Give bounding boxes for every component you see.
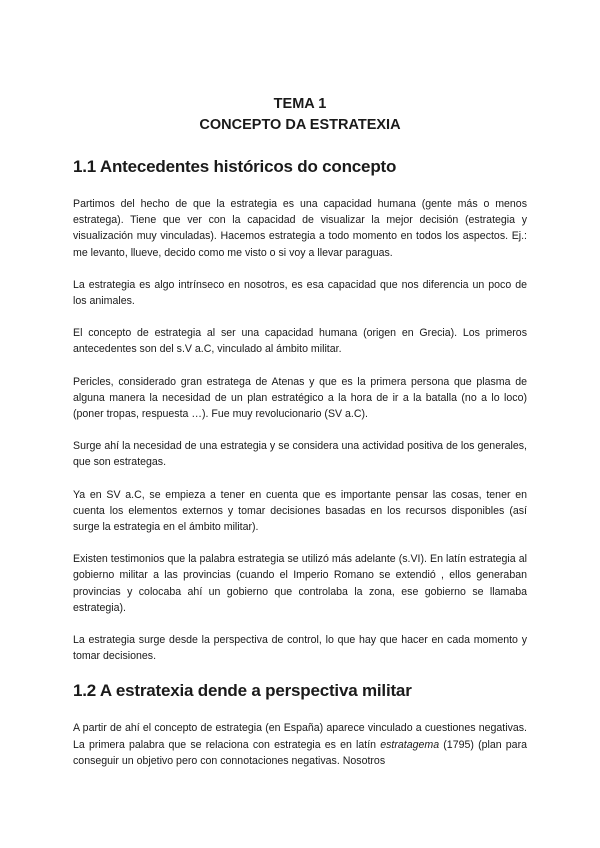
paragraph-7: Existen testimonios que la palabra estrategia se utilizó más adelante (s.VI). En latín estrategia al gobierno militar a las provincias (cuando el Imperio Romano se extendió , ellos generaban provincias y colocaba ahí un gobierno que controlaba la zona, ese gobierno se llamaba estrategia). (73, 553, 527, 614)
paragraph-3: El concepto de estrategia al ser una capacidad humana (origen en Grecia). Los primeros antecedentes son del s.V a.C, vinculado al ámbito militar. (73, 327, 527, 356)
paragraph-1: Partimos del hecho de que la estrategia es una capacidad humana (gente más o menos estratega). Tiene que ver con la capacidad de visualizar la mejor decisión (estrategia y visualización muy vinculadas). Hacemos estrategia a todo momento en todos los aspectos. Ej.: me levanto, llueve, decido como me visto o si voy a llevar paraguas. (73, 198, 527, 259)
title-line-2: CONCEPTO DA ESTRATEXIA (199, 117, 401, 133)
paragraph-9 (73, 720, 527, 769)
section-heading-1: 1.1 Antecedentes históricos do concepto (73, 157, 397, 176)
paragraph-8: La estrategia surge desde la perspectiva de control, lo que hay que hacer en cada momento y tomar decisiones. (73, 634, 527, 663)
paragraph-9-end: (1795) (plan para conseguir un objetivo pero con connotaciones negativas. Nosotros (73, 738, 527, 767)
paragraph-9-italic: estratagema (380, 738, 440, 751)
paragraph-2: La estrategia es algo intrínseco en nosotros, es esa capacidad que nos diferencia un poco de los animales. (73, 278, 527, 308)
document-title (73, 94, 527, 136)
paragraph-9-start: A partir de ahí el concepto de estrategia (en España) aparece vinculado a cuestiones negativas. La primera palabra que se relaciona con estrategia es en latín (73, 722, 527, 751)
document-page (73, 94, 527, 785)
title-line-1: TEMA 1 (273, 96, 327, 112)
section-heading-2: 1.2 A estratexia dende a perspectiva militar (73, 681, 412, 701)
paragraph-4: Pericles, considerado gran estratega de Atenas y que es la primera persona que plasma de alguna manera la necesidad de un plan estratégico a la hora de ir a la batalla (no a lo loco)(poner tropas, respuesta …). Fue muy revolucionario (SV a.C). (73, 375, 527, 421)
paragraph-6: Ya en SV a.C, se empieza a tener en cuenta que es importante pensar las cosas, tener en cuenta los elementos externos y tomar decisiones basadas en los recursos disponibles (así surge la estrategia en el ámbito militar). (73, 488, 527, 534)
paragraph-5: Surge ahí la necesidad de una estrategia y se considera una actividad positiva de los generales, que son estrategas. (73, 440, 527, 469)
